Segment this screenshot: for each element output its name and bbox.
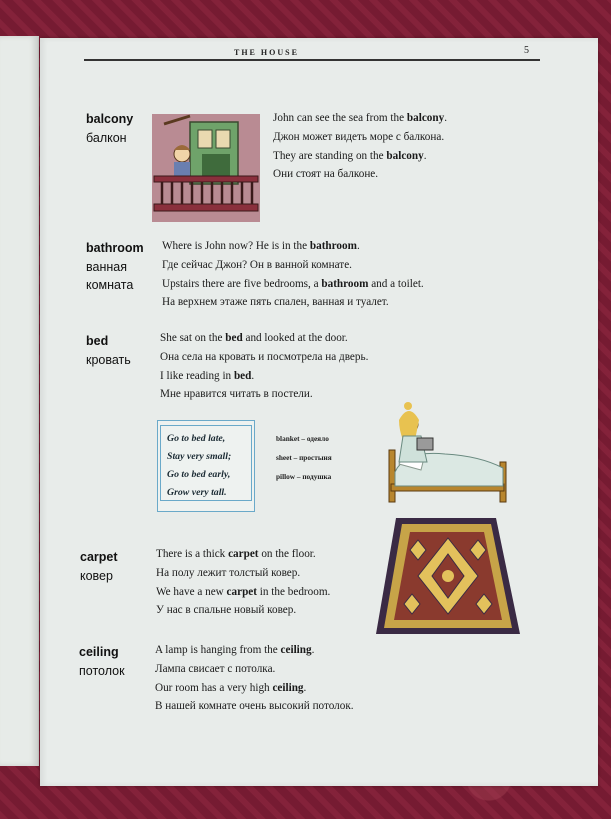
sentence-text: and looked at the door.: [242, 332, 348, 344]
sentence-text: Upstairs there are five bedrooms, a: [162, 277, 322, 290]
poem-line: Stay very small;: [167, 451, 232, 462]
example-line: [273, 128, 447, 147]
keyword: balcony: [406, 112, 445, 124]
headword-ru: балкон: [86, 130, 127, 145]
sentence-text: on the floor.: [258, 548, 316, 560]
bed-illustration: [385, 402, 510, 507]
facing-page-edge: [0, 36, 39, 766]
example-line: [156, 545, 330, 564]
example-line: [162, 275, 424, 294]
header-rule: [84, 59, 540, 61]
sentence-text: We have a new: [156, 585, 227, 598]
keyword: bed: [225, 332, 243, 344]
example-line: [160, 367, 368, 386]
example-line: [273, 147, 447, 166]
headword-balcony: [86, 110, 133, 147]
headword-bed: [86, 332, 131, 369]
sentence-text: Они стоят на балконе.: [273, 168, 379, 181]
headword-en: bathroom: [86, 241, 144, 255]
sentence-text: Where is John now? He is in the: [162, 240, 310, 252]
example-line: [162, 237, 424, 256]
poem-line: Grow very tall.: [167, 487, 227, 498]
sentence-text: in the bedroom.: [257, 585, 331, 598]
headword-en: balcony: [86, 112, 134, 126]
example-line: [273, 109, 447, 128]
sentence-text: .: [251, 369, 255, 382]
sentence-text: Она села на кровать и посмотрела на дверь.: [160, 350, 369, 363]
gloss-line: blanket – одеяло: [276, 434, 329, 443]
keyword: bathroom: [321, 277, 369, 290]
sentence-text: Где сейчас Джон? Он в ванной комнате.: [162, 258, 352, 271]
sentence-text: She sat on the: [160, 332, 226, 344]
sentence-text: .: [423, 149, 427, 162]
balcony-illustration: [150, 112, 262, 224]
headword-ru-2: комната: [86, 278, 134, 292]
keyword: carpet: [228, 548, 259, 560]
headword-ru: потолок: [79, 663, 125, 678]
gloss-line: sheet – простыня: [276, 453, 332, 462]
sentence-text: Лампа свисает с потолка.: [155, 662, 276, 675]
headword-ru: ванная: [86, 259, 127, 274]
keyword: carpet: [226, 585, 257, 598]
headword-carpet: [80, 548, 118, 585]
sentence-text: Our room has a very high: [155, 681, 273, 694]
example-line: [156, 583, 330, 602]
example-line: [155, 697, 354, 716]
examples-carpet: [156, 545, 330, 620]
poem-box: [157, 420, 255, 512]
sentence-text: There is a thick: [156, 548, 229, 560]
running-header: THE HOUSE: [234, 48, 299, 57]
sentence-text: У нас в спальне новый ковер.: [156, 604, 297, 617]
sentence-text: .: [303, 681, 307, 694]
examples-bathroom: [162, 237, 424, 312]
example-line: [156, 601, 330, 620]
sentence-text: and a toilet.: [368, 277, 424, 290]
example-line: [155, 679, 354, 698]
keyword: ceiling: [272, 681, 304, 694]
keyword: balcony: [386, 149, 424, 162]
sentence-text: На верхнем этаже пять спален, ванная и туалет.: [162, 296, 389, 309]
example-line: [160, 329, 368, 348]
sentence-text: .: [444, 112, 447, 124]
headword-ru: ковер: [80, 568, 113, 583]
examples-balcony: [273, 109, 447, 184]
poem-line: Go to bed early,: [167, 469, 231, 480]
example-line: [162, 256, 424, 275]
keyword: ceiling: [280, 644, 312, 656]
example-line: [160, 385, 368, 404]
sentence-text: A lamp is hanging from the: [155, 644, 281, 656]
sentence-text: I like reading in: [160, 369, 234, 382]
headword-en: ceiling: [79, 645, 119, 659]
headword-ceiling: [79, 643, 125, 680]
example-line: [160, 348, 368, 367]
sentence-text: .: [311, 644, 315, 656]
examples-bed: [160, 329, 368, 404]
headword-en: bed: [86, 334, 109, 348]
example-line: [162, 293, 424, 312]
headword-bathroom: [86, 239, 144, 295]
example-line: [155, 641, 354, 660]
poem-inner: [160, 425, 252, 501]
gloss-line: pillow – подушка: [276, 472, 332, 481]
sentence-text: They are standing on the: [273, 149, 387, 162]
headword-en: carpet: [80, 550, 118, 564]
sentence-text: Мне нравится читать в постели.: [160, 388, 313, 401]
sentence-text: .: [356, 240, 360, 252]
keyword: bed: [233, 369, 252, 382]
bed-gloss: [276, 429, 332, 486]
keyword: bathroom: [309, 240, 357, 252]
sentence-text: На полу лежит толстый ковер.: [156, 566, 301, 579]
example-line: [155, 660, 354, 679]
poem-line: Go to bed late,: [167, 433, 226, 444]
page-number: 5: [524, 45, 529, 56]
carpet-illustration: [374, 514, 522, 638]
headword-ru: кровать: [86, 352, 131, 367]
sentence-text: John can see the sea from the: [273, 112, 407, 124]
example-line: [156, 564, 330, 583]
examples-ceiling: [155, 641, 354, 716]
sentence-text: В нашей комнате очень высокий потолок.: [155, 700, 354, 713]
example-line: [273, 165, 447, 184]
sentence-text: Джон может видеть море с балкона.: [273, 130, 445, 143]
